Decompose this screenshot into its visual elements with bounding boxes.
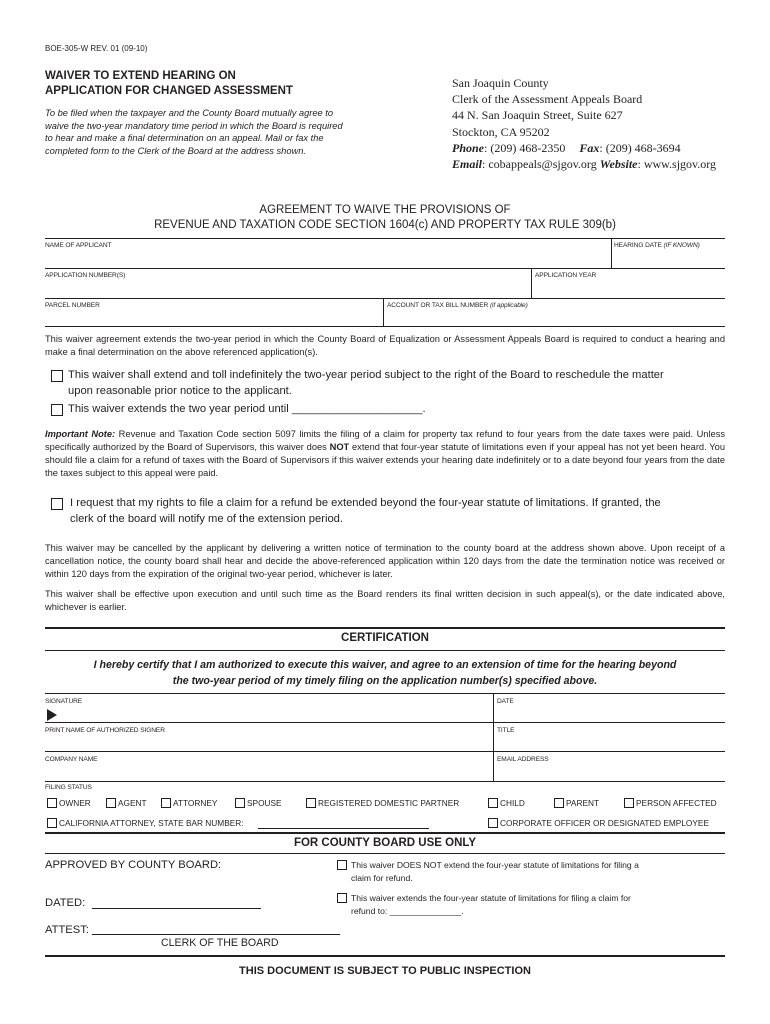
does-not-extend-checkbox[interactable]	[337, 860, 347, 870]
certification-heading: CERTIFICATION	[341, 632, 429, 644]
website-value: : www.sjgov.org	[637, 157, 717, 172]
refund-extension-checkbox[interactable]	[51, 498, 63, 510]
certification-line1: I hereby certify that I am authorized to execute this waiver, and agree to an extension of time for the hearing beyond	[93, 659, 677, 671]
extend-until-text: This waiver extends the two year period until _____________________.	[68, 403, 426, 415]
parent-label: PARENT	[566, 798, 600, 808]
form-number: BOE-305-W REV. 01 (09-10)	[45, 44, 148, 53]
spouse-checkbox[interactable]	[235, 798, 245, 808]
form-instructions: To be filed when the taxpayer and the County Board mutually agree to waive the two-year mandatory time period in which the Board is required to hear and make a final determination on an appeal. Mail or fax the completed form to the Clerk of the Board at the address shown.	[45, 108, 343, 157]
approved-label: APPROVED BY COUNTY BOARD:	[45, 859, 222, 871]
divider	[45, 238, 725, 239]
account-number-label	[387, 302, 528, 309]
important-note-not: NOT	[329, 442, 350, 452]
indefinite-extension-checkbox[interactable]	[51, 370, 63, 382]
parent-checkbox[interactable]	[554, 798, 564, 808]
extends-statute-checkbox[interactable]	[337, 893, 347, 903]
form-title-line1: WAIVER TO EXTEND HEARING ON	[45, 70, 236, 82]
divider	[493, 693, 494, 781]
street-address: 44 N. San Joaquin Street, Suite 627	[452, 108, 623, 123]
important-note	[45, 428, 725, 480]
sign-here-arrow-icon	[47, 709, 57, 721]
website-label: Website	[599, 157, 638, 172]
clerk-of-board-label: CLERK OF THE BOARD	[161, 937, 279, 949]
attorney-label: ATTORNEY	[173, 798, 218, 808]
company-name-label: COMPANY NAME	[45, 756, 98, 763]
phone-number: : (209) 468-2350	[484, 140, 566, 155]
important-note-text1: Revenue and Taxation Code section 5097 limits the filing of a claim for property tax refund to four years from the date taxes were paid. Unless specifically authorized by the Board of Supervisors, this waiver does	[45, 429, 725, 452]
option1-line1: This waiver shall extend and toll indefinitely the two-year period subject to the right of the Board to reschedule the matter	[68, 369, 664, 381]
filing-status-label: FILING STATUS	[45, 784, 92, 791]
divider	[45, 751, 725, 752]
refund-extension-text	[70, 495, 730, 527]
public-inspection-notice: THIS DOCUMENT IS SUBJECT TO PUBLIC INSPECTION	[239, 965, 531, 977]
certification-statement	[45, 657, 725, 689]
county-name: San Joaquin County	[452, 76, 549, 90]
refund-line1: I request that my rights to file a claim for a refund be extended beyond the four-year statute of limitations. If granted, the	[70, 497, 661, 509]
effective-paragraph: This waiver shall be effective upon execution and until such time as the Board renders its final written decision in such appeal(s), or the date indicated above, whichever is earlier.	[45, 589, 725, 612]
cancellation-paragraph: This waiver may be cancelled by the applicant by delivering a written notice of termination to the county board at the address shown above. Upon receipt of a cancellation notice, the county board shall hear and decide the above-referenced application within 120 days from the date the termination notice was received or within 120 days from the expiration of the original two-year period, whichever is later.	[45, 543, 725, 579]
option1-line2: upon reasonable prior notice to the applicant.	[68, 385, 292, 397]
child-label: CHILD	[500, 798, 525, 808]
attest-label: ATTEST:	[45, 924, 89, 936]
email-value: : cobappeals@sjgov.org	[482, 157, 597, 172]
extends-statute-text	[351, 892, 731, 918]
divider	[45, 781, 725, 782]
clerk-name: Clerk of the Assessment Appeals Board	[452, 92, 643, 107]
agent-label: AGENT	[118, 798, 147, 808]
hearing-date-text: HEARING DATE	[614, 242, 662, 249]
dated-label: DATED:	[45, 897, 86, 909]
hearing-date-label	[614, 242, 700, 249]
fax-number: : (209) 468-3694	[599, 140, 681, 155]
application-year-label: APPLICATION YEAR	[535, 272, 597, 279]
city-state-zip: Stockton, CA 95202	[452, 124, 550, 139]
corporate-officer-checkbox[interactable]	[488, 818, 498, 828]
signature-label: SIGNATURE	[45, 698, 83, 705]
divider	[383, 298, 384, 326]
hearing-date-note: (IF KNOWN)	[663, 242, 700, 249]
divider	[45, 326, 725, 327]
parcel-number-label: PARCEL NUMBER	[45, 302, 100, 309]
form-title-line2: APPLICATION FOR CHANGED ASSESSMENT	[45, 85, 293, 97]
attest-line[interactable]	[92, 934, 340, 935]
divider	[45, 298, 725, 299]
divider	[45, 268, 725, 269]
spouse-label: SPOUSE	[247, 798, 282, 808]
application-numbers-label: APPLICATION NUMBER(S)	[45, 272, 126, 279]
print-name-label: PRINT NAME OF AUTHORIZED SIGNER	[45, 727, 165, 734]
registered-domestic-partner-label: REGISTERED DOMESTIC PARTNER	[318, 798, 460, 808]
account-number-text: ACCOUNT OR TAX BILL NUMBER	[387, 302, 489, 309]
phone-fax-line	[452, 140, 742, 156]
person-affected-checkbox[interactable]	[624, 798, 634, 808]
date-label: DATE	[497, 698, 514, 705]
divider	[45, 627, 725, 629]
refund-line2: clerk of the board will notify me of the extension period.	[70, 513, 343, 525]
does-not-extend-text	[351, 859, 731, 885]
email-label: Email	[452, 157, 483, 172]
email-address-label: EMAIL ADDRESS	[497, 756, 549, 763]
email-web-line	[452, 156, 742, 172]
dated-line[interactable]	[92, 908, 261, 909]
owner-label: OWNER	[59, 798, 91, 808]
does-not-line2: claim for refund.	[351, 872, 413, 883]
agent-checkbox[interactable]	[106, 798, 116, 808]
county-use-heading: FOR COUNTY BOARD USE ONLY	[293, 837, 477, 849]
certification-line2: the two-year period of my timely filing on the application number(s) specified above.	[172, 675, 598, 687]
form-title	[45, 69, 345, 99]
corporate-officer-label: CORPORATE OFFICER OR DESIGNATED EMPLOYEE	[500, 818, 709, 828]
important-note-text2: extend that four-year statute of limitations even if your appeal has not yet been heard. You should file a claim for a refund of taxes with the Board of Supervisors if this waiver extends your hearing date indefinitely or to a date beyond four years from the date the taxes subject to this appeal were paid.	[45, 442, 725, 478]
extends-line2: refund to: _______________.	[351, 905, 464, 916]
bar-number-line[interactable]	[258, 828, 429, 829]
divider	[531, 268, 532, 298]
divider	[45, 832, 725, 834]
divider	[45, 853, 725, 854]
extend-until-checkbox[interactable]	[51, 404, 63, 416]
extension-paragraph: This waiver agreement extends the two-year period in which the County Board of Equalization or Assessment Appeals Board is required to conduct a hearing and make a final determination on the above referenced application(s).	[45, 334, 725, 357]
divider	[45, 650, 725, 651]
california-attorney-label: CALIFORNIA ATTORNEY, STATE BAR NUMBER:	[59, 818, 244, 828]
agreement-line2: REVENUE AND TAXATION CODE SECTION 1604(c) AND PROPERTY TAX RULE 309(b)	[154, 219, 616, 231]
owner-checkbox[interactable]	[47, 798, 57, 808]
agreement-heading	[0, 203, 770, 233]
important-note-label: Important Note:	[45, 429, 116, 439]
child-checkbox[interactable]	[488, 798, 498, 808]
divider	[611, 238, 612, 268]
agreement-line1: AGREEMENT TO WAIVE THE PROVISIONS OF	[259, 204, 511, 216]
divider	[45, 955, 725, 957]
phone-label: Phone	[452, 140, 485, 155]
does-not-line1: This waiver DOES NOT extend the four-year statute of limitations for filing a	[351, 860, 639, 870]
person-affected-label: PERSON AFFECTED	[636, 798, 717, 808]
fax-label: Fax	[579, 140, 600, 155]
indefinite-extension-text	[68, 367, 728, 399]
attorney-checkbox[interactable]	[161, 798, 171, 808]
divider	[45, 722, 725, 723]
account-number-note: (if applicable)	[489, 302, 528, 309]
title-label: TITLE	[497, 727, 515, 734]
california-attorney-checkbox[interactable]	[47, 818, 57, 828]
divider	[45, 693, 725, 694]
registered-domestic-partner-checkbox[interactable]	[306, 798, 316, 808]
clerk-address-block	[452, 75, 742, 172]
extends-line1: This waiver extends the four-year statute of limitations for filing a claim for	[351, 893, 631, 903]
name-of-applicant-label: NAME OF APPLICANT	[45, 242, 112, 249]
